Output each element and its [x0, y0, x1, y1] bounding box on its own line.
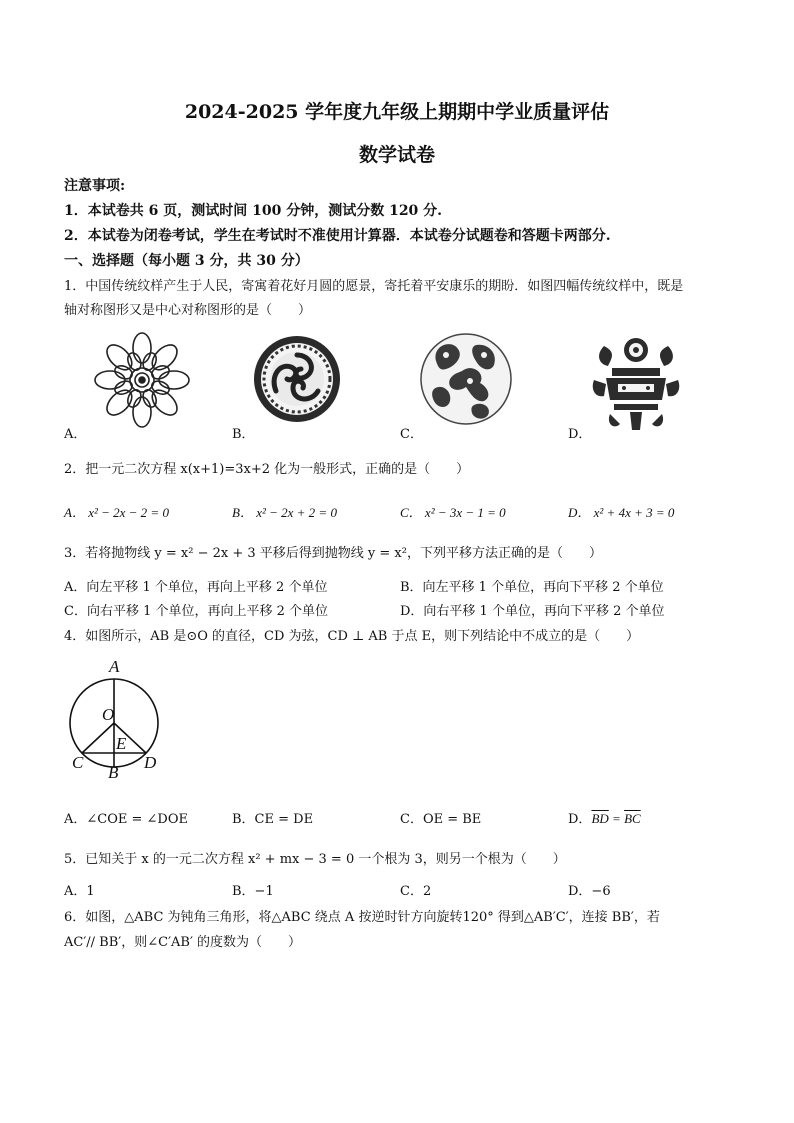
animal-pattern-icon [418, 332, 514, 426]
q5-option-d[interactable]: D．−6 [568, 884, 611, 899]
label-c: C [72, 753, 84, 772]
lotus-pattern-icon [88, 332, 196, 428]
q3-stem: 3．若将抛物线 y = x² − 2x + 3 平移后得到抛物线 y = x²，下列平移方法正确的是（ ） [64, 546, 602, 561]
q4-option-c[interactable]: C．OE = BE [400, 812, 482, 827]
q5-option-c[interactable]: C．2 [400, 884, 432, 899]
q5-stem: 5．已知关于 x 的一元二次方程 x² + mx − 3 = 0 一个根为 3，则另一个根为（ ） [64, 852, 566, 867]
label-e: E [116, 734, 127, 753]
circle-geometry-figure [64, 652, 174, 782]
section-1-heading: 一、选择题（每小题 3 分，共 30 分） [64, 253, 309, 269]
arc-bc: $\overline{BC}$ [624, 811, 641, 826]
q4-stem: 4．如图所示，AB 是⊙O 的直径，CD 为弦，CD ⊥ AB 于点 E，则下列结论中不成立的是（ ） [64, 629, 640, 644]
q2-option-a[interactable]: A． x² − 2x − 2 = 0 [64, 505, 169, 520]
arc-bd: $\overline{BD}$ [591, 811, 609, 826]
exam-title: 2024-2025 学年度九年级上期期中学业质量评估 [184, 101, 610, 123]
q6-stem-line-2: AC′// BB′，则∠C′AB′ 的度数为（ ） [64, 935, 302, 950]
q5-option-b[interactable]: B．−1 [232, 884, 274, 899]
q1-stem-line-2: 轴对称图形又是中心对称图形的是（ ） [64, 303, 312, 318]
q6-stem-line-1: 6．如图，△ABC 为钝角三角形，将△ABC 绕点 A 按逆时针方向旋转120° 得到△AB′C′，连接 BB′，若 [64, 910, 660, 925]
q3-option-c[interactable]: C．向右平移 1 个单位，再向上平移 2 个单位 [64, 604, 329, 619]
notes-heading: 注意事项: [64, 178, 126, 194]
q4-option-b[interactable]: B．CE = DE [232, 812, 314, 827]
q2-option-b[interactable]: B． x² − 2x + 2 = 0 [232, 505, 337, 520]
q1-option-a[interactable]: A． [64, 427, 87, 442]
q2-stem: 2．把一元二次方程 x(x+1)=3x+2 化为一般形式，正确的是（ ） [64, 462, 470, 477]
q4-option-d-prefix: D． [568, 812, 592, 827]
q2-option-d[interactable]: D． x² + 4x + 3 = 0 [568, 505, 675, 520]
q5-option-a[interactable]: A．1 [64, 884, 95, 899]
q4-option-d[interactable] [568, 808, 641, 827]
label-b: B [108, 763, 119, 782]
q1-option-d[interactable]: D． [568, 427, 592, 442]
label-o: O [102, 705, 115, 724]
label-a: A [109, 657, 120, 676]
totem-pattern-icon [590, 334, 682, 434]
q1-stem-line-1: 1．中国传统纹样产生于人民，寄寓着花好月圆的愿景，寄托着平安康乐的期盼．如图四幅传统纹样中，既是 [64, 279, 684, 294]
notes-item-1: 1．本试卷共 6 页，测试时间 100 分钟，测试分数 120 分. [64, 203, 443, 219]
q3-option-b[interactable]: B．向左平移 1 个单位，再向下平移 2 个单位 [400, 580, 664, 595]
q3-option-a[interactable]: A．向左平移 1 个单位，再向上平移 2 个单位 [64, 580, 328, 595]
q1-option-c[interactable]: C． [400, 427, 423, 442]
q1-option-b[interactable]: B． [232, 427, 255, 442]
swirl-pattern-icon [252, 334, 342, 424]
notes-item-2: 2．本试卷为闭卷考试，学生在考试时不准使用计算器．本试卷分试题卷和答题卡两部分. [64, 228, 611, 244]
exam-subtitle: 数学试卷 [358, 144, 435, 166]
label-d: D [144, 753, 157, 772]
equals-sign: = [608, 811, 625, 826]
q2-option-c[interactable]: C． x² − 3x − 1 = 0 [400, 505, 506, 520]
q4-option-a[interactable]: A．∠COE = ∠DOE [64, 812, 188, 827]
q3-option-d[interactable]: D．向右平移 1 个单位，再向下平移 2 个单位 [400, 604, 665, 619]
